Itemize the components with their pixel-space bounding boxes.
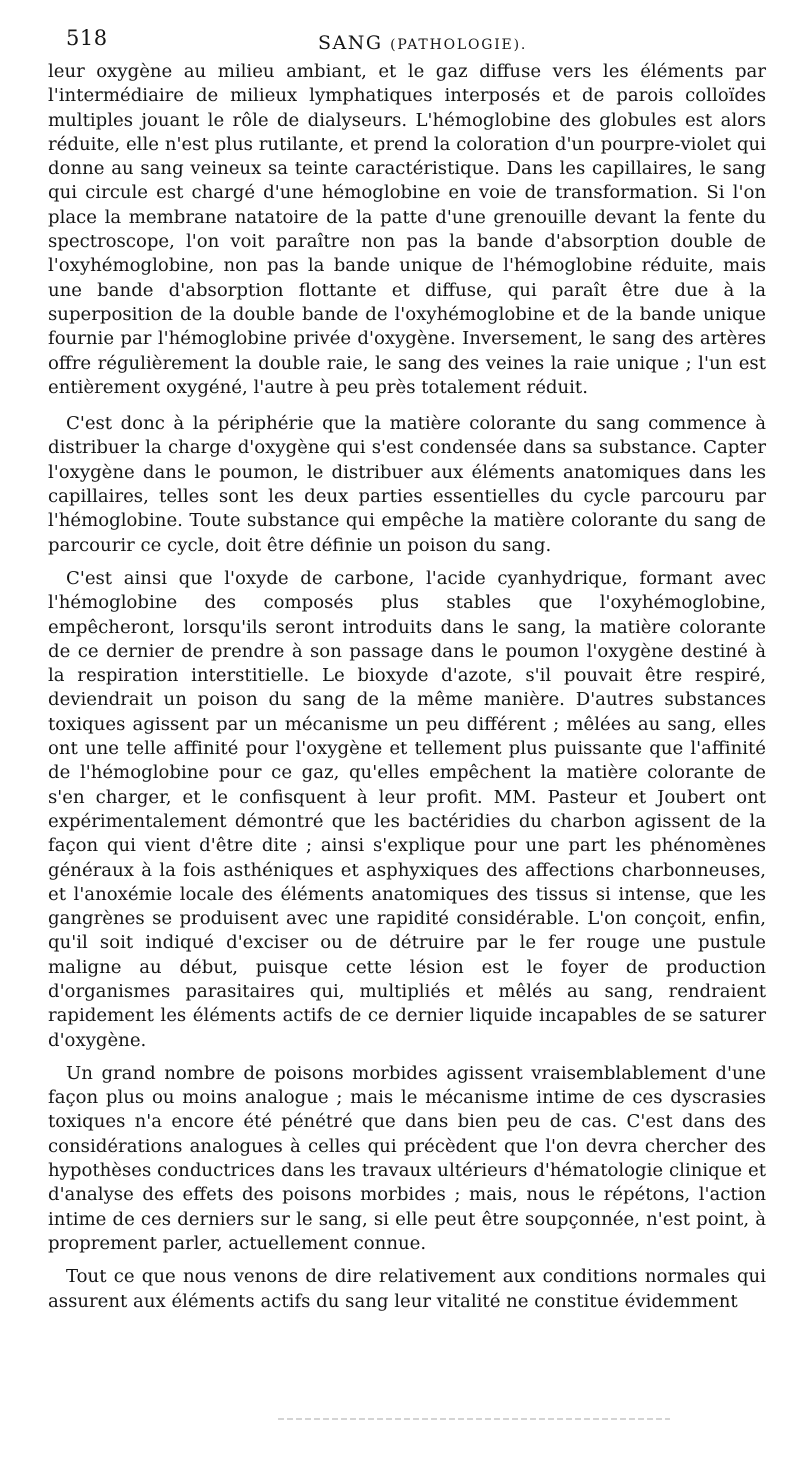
paragraph-continued: leur oxygène au milieu ambiant, et le gaz diffuse vers les éléments par l'intermédiaire de milieux lymphatiques interposés et de parois colloïdes multiples jouant le rôle de dialyseurs. L'hémoglobine des globules est alors réduite, elle n'est plus rutilante, et prend la coloration d'un pourpre-violet qui donne au sang veineux sa teinte caractéristique. Dans les capillaires, le sang qui circule est chargé d'une hémoglobine en voie de transformation. Si l'on place la membrane natatoire de la patte d'une grenouille devant la fente du spectroscope, l'on voit paraître non pas la bande d'absorption double de l'oxyhémoglobine, non pas la bande unique de l'hémoglobine réduite, mais une bande d'absorption flottante et diffuse, qui paraît être due à la superposition de la double bande de l'oxyhémoglobine et de la bande unique fournie par l'hémoglobine privée d'oxygène. Inversement, le sang des artères offre régulièrement la double raie, le sang des veines la raie unique ; l'un est entièrement oxygéné, l'autre à peu près totalement réduit.: [48, 61, 766, 398]
running-title-sub: (PATHOLOGIE).: [390, 37, 528, 53]
paragraph-continues: Tout ce que nous venons de dire relativement aux conditions normales qui assurent aux éléments actifs du sang leur vitalité ne constitue évidemment: [48, 1266, 766, 1312]
show-through-from-next-page: [278, 1418, 670, 1420]
paragraph: Un grand nombre de poisons morbides agissent vraisemblablement d'une façon plus ou moins analogue ; mais le mécanisme intime de ces dyscrasies toxiques n'a encore été pénétré que dans bien peu de cas. C'est dans des considérations analogues à celles qui précèdent que l'on devra chercher des hypothèses conductrices dans les travaux ultérieurs d'hématologie clinique et d'analyse des effets des poisons morbides ; mais, nous le répétons, l'action intime de ces derniers sur le sang, si elle peut être soupçonnée, n'est point, à proprement parler, actuellement connue.: [48, 1062, 766, 1254]
running-title-main: SANG: [318, 32, 383, 54]
running-header: [48, 18, 766, 58]
paragraph: C'est donc à la périphérie que la matière colorante du sang commence à distribuer la charge d'oxygène qui s'est condensée dans sa substance. Capter l'oxygène dans le poumon, le distribuer aux éléments anatomiques dans les capillaires, telles sont les deux parties essentielles du cycle parcouru par l'hémoglobine. Toute substance qui empêche la matière colorante du sang de parcourir ce cycle, doit être définie un poison du sang.: [48, 413, 766, 556]
body-text: [48, 60, 766, 1314]
book-page: [48, 18, 766, 1314]
paragraph: C'est ainsi que l'oxyde de carbone, l'acide cyanhydrique, formant avec l'hémoglobine des composés plus stables que l'oxyhémoglobine, empêcheront, lorsqu'ils seront introduits dans le sang, la matière colorante de ce dernier de prendre à son passage dans le poumon l'oxygène destiné à la respiration interstitielle. Le bioxyde d'azote, s'il pouvait être respiré, deviendrait un poison du sang de la même manière. D'autres substances toxiques agissent par un mécanisme un peu différent ; mêlées au sang, elles ont une telle affinité pour l'oxygène et tellement plus puissante que l'affinité de l'hémoglobine pour ce gaz, qu'elles empêchent la matière colorante de s'en charger, et le confisquent à leur profit. MM. Pasteur et Joubert ont expérimentalement démontré que les bactéridies du charbon agissent de la façon qui vient d'être dite ; ainsi s'explique pour une part les phénomènes généraux à la fois asthéniques et asphyxiques des affections charbonneuses, et l'anoxémie locale des éléments anatomiques des tissus si intense, que les gangrènes se produisent avec une rapidité considérable. L'on conçoit, enfin, qu'il soit indiqué d'exciser ou de détruire par le fer rouge une pustule maligne au début, puisque cette lésion est le foyer de production d'organismes parasitaires qui, multipliés et mêlés au sang, rendraient rapidement les éléments actifs de ce dernier liquide incapables de se saturer d'oxygène.: [48, 567, 766, 1051]
running-title: [318, 32, 527, 54]
page-number: 518: [66, 26, 108, 50]
